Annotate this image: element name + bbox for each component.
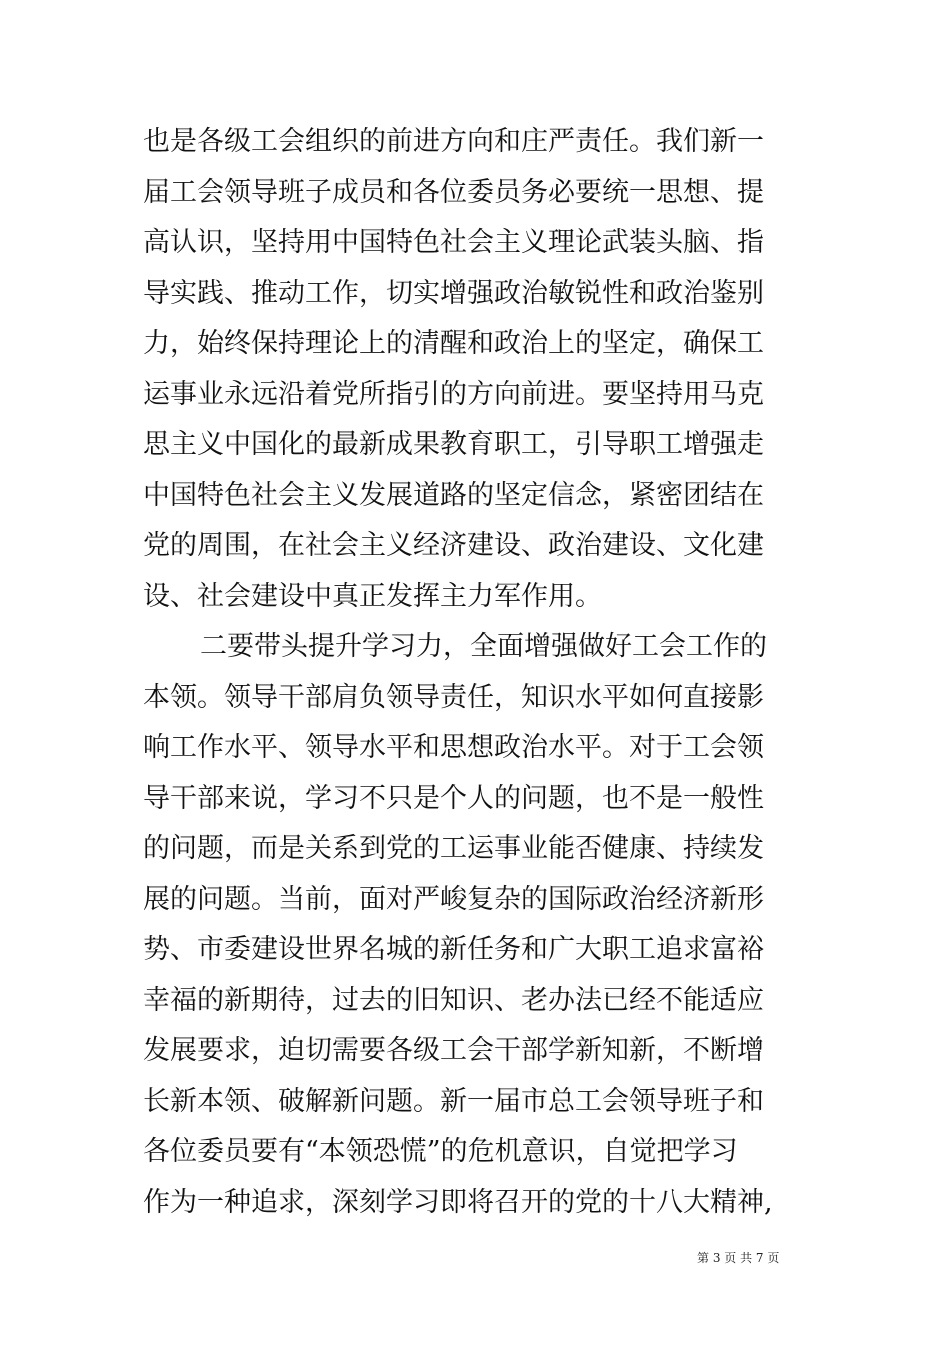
text-line: 响工作水平、领导水平和思想政治水平。对于工会领 xyxy=(143,732,764,763)
text-line: 势、市委建设世界名城的新任务和广大职工追求富裕 xyxy=(143,934,764,965)
text-line: 导实践、推动工作，切实增强政治敏锐性和政治鉴别 xyxy=(143,277,764,309)
text-line: 党的周围，在社会主义经济建设、政治建设、文化建 xyxy=(143,530,764,561)
text-line: 幸福的新期待，过去的旧知识、老办法已经不能适应 xyxy=(143,984,764,1016)
text-line: 导干部来说，学习不只是个人的问题，也不是一般性 xyxy=(143,782,764,814)
text-line: 思主义中国化的最新成果教育职工，引导职工增强走 xyxy=(143,429,764,460)
page-number: 第 3 页 共 7 页 xyxy=(697,1251,780,1265)
text-line: 设、社会建设中真正发挥主力军作用。 xyxy=(143,580,602,612)
text-line: 长新本领、破解新问题。新一届市总工会领导班子和 xyxy=(143,1085,764,1117)
paragraph-start-line: 二要带头提升学习力，全面增强做好工会工作的 xyxy=(200,631,767,662)
text-line: 作为一种追求，深刻学习即将召开的党的十八大精神, xyxy=(143,1186,773,1218)
text-line: 发展要求，迫切需要各级工会干部学新知新，不断增 xyxy=(143,1035,764,1066)
body-text xyxy=(143,117,823,1228)
text-line: 届工会领导班子成员和各位委员务必要统一思想、提 xyxy=(143,176,764,208)
text-line: 的问题，而是关系到党的工运事业能否健康、持续发 xyxy=(143,833,764,864)
text-line: 运事业永远沿着党所指引的方向前进。要坚持用马克 xyxy=(143,378,764,410)
text-line: 力，始终保持理论上的清醒和政治上的坚定，确保工 xyxy=(143,328,764,359)
text-line: 也是各级工会组织的前进方向和庄严责任。我们新一 xyxy=(143,126,764,157)
text-line: 高认识，坚持用中国特色社会主义理论武装头脑、指 xyxy=(143,227,764,258)
text-line: 中国特色社会主义发展道路的坚定信念，紧密团结在 xyxy=(143,479,764,511)
text-line: 展的问题。当前，面对严峻复杂的国际政治经济新形 xyxy=(143,883,764,915)
text-line: 各位委员要有“本领恐慌”的危机意识，自觉把学习 xyxy=(143,1136,738,1167)
text-line: 本领。领导干部肩负领导责任，知识水平如何直接影 xyxy=(143,681,764,713)
